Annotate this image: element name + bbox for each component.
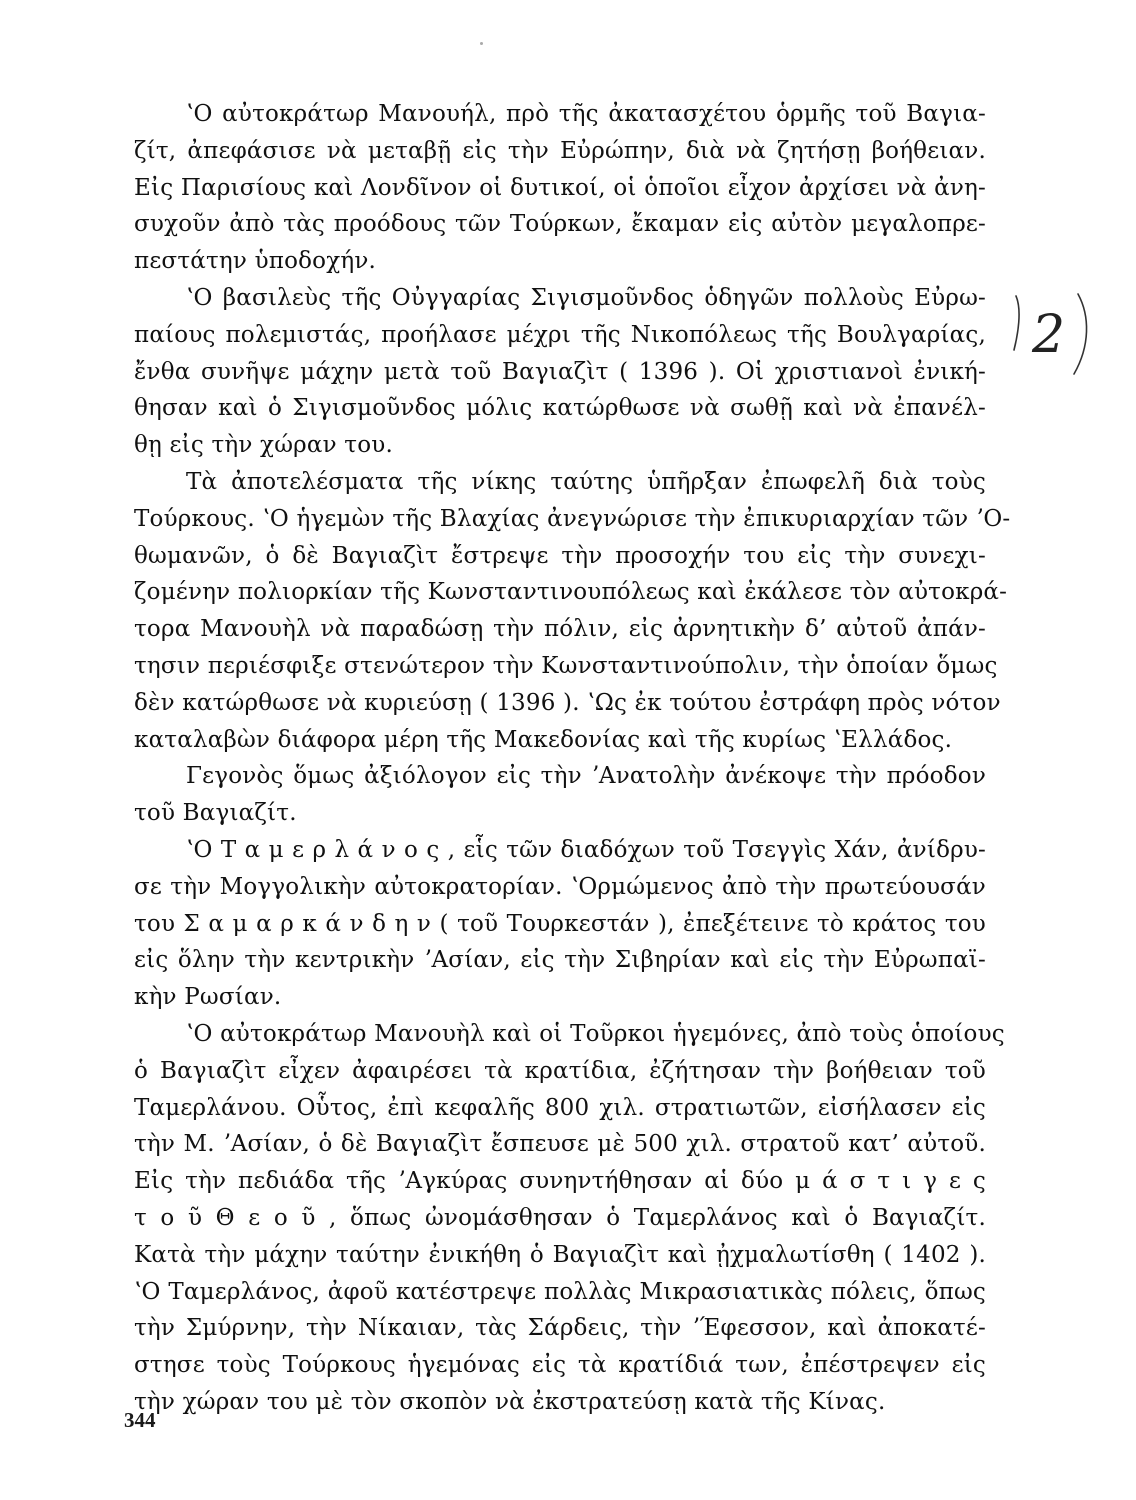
- text-line: τὴν Μ. ʼΑσίαν, ὁ δὲ Βαγιαζὶτ ἔσπευσε μὲ 500 χιλ. στρατοῦ κατ’ αὐτοῦ.: [134, 1131, 986, 1158]
- text-line: Τούρκους. ʽΟ ἡγεμὼν τῆς Βλαχίας ἀνεγνώρισε τὴν ἐπικυριαρχίαν τῶν ʼΟ-: [134, 505, 1011, 532]
- text-line: τὴν χώραν του μὲ τὸν σκοπὸν νὰ ἐκστρατεύσῃ κατὰ τῆς Κίνας.: [134, 1388, 886, 1415]
- text-line: ἔνθα συνῆψε μάχην μετὰ τοῦ Βαγιαζὶτ ( 1396 ). Οἱ χριστιανοὶ ἐνική-: [134, 358, 986, 385]
- text-line: ʽΟ βασιλεὺς τῆς Οὐγγαρίας Σιγισμοῦνδος ὁδηγῶν πολλοὺς Εὐρω-: [186, 284, 986, 311]
- text-line: Κατὰ τὴν μάχην ταύτην ἐνικήθη ὁ Βαγιαζὶτ καὶ ᾐχμαλωτίσθη ( 1402 ).: [134, 1241, 986, 1268]
- text-line: πεστάτην ὑποδοχήν.: [134, 248, 377, 275]
- handwritten-margin-note: [1012, 290, 1092, 376]
- margin-note-number: 2: [1032, 305, 1066, 365]
- body-text: [134, 96, 1011, 1421]
- text-line: ζίτ, ἀπεφάσισε νὰ μεταβῇ εἰς τὴν Εὐρώπην, διὰ νὰ ζητήσῃ βοήθειαν.: [134, 137, 986, 164]
- text-line: δὲν κατώρθωσε νὰ κυριεύσῃ ( 1396 ). ʽΩς ἐκ τούτου ἐστράφη πρὸς νότον: [134, 689, 1001, 716]
- text-line: εἰς ὅλην τὴν κεντρικὴν ʼΑσίαν, εἰς τὴν Σιβηρίαν καὶ εἰς τὴν Εὐρωπαϊ-: [134, 947, 986, 974]
- text-line: θησαν καὶ ὁ Σιγισμοῦνδος μόλις κατώρθωσε νὰ σωθῇ καὶ νὰ ἐπανέλ-: [134, 395, 986, 422]
- text-line: τὴν Σμύρνην, τὴν Νίκαιαν, τὰς Σάρδεις, τὴν ʼΈφεσσον, καὶ ἀποκατέ-: [134, 1315, 986, 1342]
- text-line: Εἰς τὴν πεδιάδα τῆς ʼΑγκύρας συνηντήθησαν αἱ δύο μ ά σ τ ι γ ε ς: [134, 1168, 986, 1195]
- text-line: Τὰ ἀποτελέσματα τῆς νίκης ταύτης ὑπῆρξαν ἐπωφελῆ διὰ τοὺς: [186, 468, 986, 495]
- text-line: κὴν Ρωσίαν.: [134, 984, 282, 1011]
- text-line: Γεγονὸς ὅμως ἀξιόλογον εἰς τὴν ʼΑνατολὴν ἀνέκοψε τὴν πρόοδον: [186, 763, 986, 790]
- text-line: τ ο ῦ Θ ε ο ῦ , ὅπως ὠνομάσθησαν ὁ Ταμερλάνος καὶ ὁ Βαγιαζίτ.: [134, 1204, 986, 1231]
- page-number: 344: [124, 1408, 156, 1432]
- text-line: του Σ α μ α ρ κ ά ν δ η ν ( τοῦ Τουρκεστάν ), ἐπεξέτεινε τὸ κράτος του: [134, 910, 986, 937]
- text-line: στησε τοὺς Τούρκους ἡγεμόνας εἰς τὰ κρατίδιά των, ἐπέστρεψεν εἰς: [134, 1352, 986, 1379]
- text-line: καταλαβὼν διάφορα μέρη τῆς Μακεδονίας καὶ τῆς κυρίως ʽΕλλάδος.: [134, 726, 953, 753]
- text-line: Ταμερλάνου. Οὗτος, ἐπὶ κεφαλῆς 800 χιλ. στρατιωτῶν, εἰσήλασεν εἰς: [134, 1094, 986, 1121]
- text-line: τοῦ Βαγιαζίτ.: [134, 800, 297, 827]
- text-line: θῃ εἰς τὴν χώραν του.: [134, 432, 393, 459]
- text-line: ʽΟ Ταμερλάνος, ἀφοῦ κατέστρεψε πολλὰς Μικρασιατικὰς πόλεις, ὅπως: [134, 1278, 986, 1305]
- text-line: ὁ Βαγιαζὶτ εἶχεν ἀφαιρέσει τὰ κρατίδια, ἐζήτησαν τὴν βοήθειαν τοῦ: [134, 1057, 986, 1084]
- text-line: παίους πολεμιστάς, προήλασε μέχρι τῆς Νικοπόλεως τῆς Βουλγαρίας,: [134, 321, 986, 348]
- text-line: τορα Μανουὴλ νὰ παραδώσῃ τὴν πόλιν, εἰς ἀρνητικὴν δ’ αὐτοῦ ἀπάν-: [134, 616, 986, 643]
- text-line: ζομένην πολιορκίαν τῆς Κωνσταντινουπόλεως καὶ ἐκάλεσε τὸν αὐτοκρά-: [134, 579, 1008, 606]
- text-line: ʽΟ αὐτοκράτωρ Μανουήλ, πρὸ τῆς ἀκατασχέτου ὁρμῆς τοῦ Βαγια-: [186, 101, 986, 127]
- text-line: συχοῦν ἀπὸ τὰς προόδους τῶν Τούρκων, ἔκαμαν εἰς αὐτὸν μεγαλοπρε-: [134, 211, 986, 238]
- paper-speck: [480, 42, 483, 45]
- text-line: τησιν περιέσφιξε στενώτερον τὴν Κωνσταντινούπολιν, τὴν ὁποίαν ὅμως: [134, 652, 998, 679]
- text-line: Εἰς Παρισίους καὶ Λονδῖνον οἱ δυτικοί, οἱ ὁποῖοι εἶχον ἀρχίσει νὰ ἀνη-: [134, 174, 986, 201]
- text-line: θωμανῶν, ὁ δὲ Βαγιαζὶτ ἔστρεψε τὴν προσοχήν του εἰς τὴν συνεχι-: [134, 542, 986, 569]
- text-line: σε τὴν Μογγολικὴν αὐτοκρατορίαν. ʽΟρμώμενος ἀπὸ τὴν πρωτεύουσάν: [134, 873, 986, 900]
- text-line: ʽΟ Τ α μ ε ρ λ ά ν ο ς , εἷς τῶν διαδόχων τοῦ Τσεγγὶς Χάν, ἀνίδρυ-: [186, 836, 986, 863]
- text-line: ʽΟ αὐτοκράτωρ Μανουὴλ καὶ οἱ Τοῦρκοι ἡγεμόνες, ἀπὸ τοὺς ὁποίους: [186, 1020, 1005, 1047]
